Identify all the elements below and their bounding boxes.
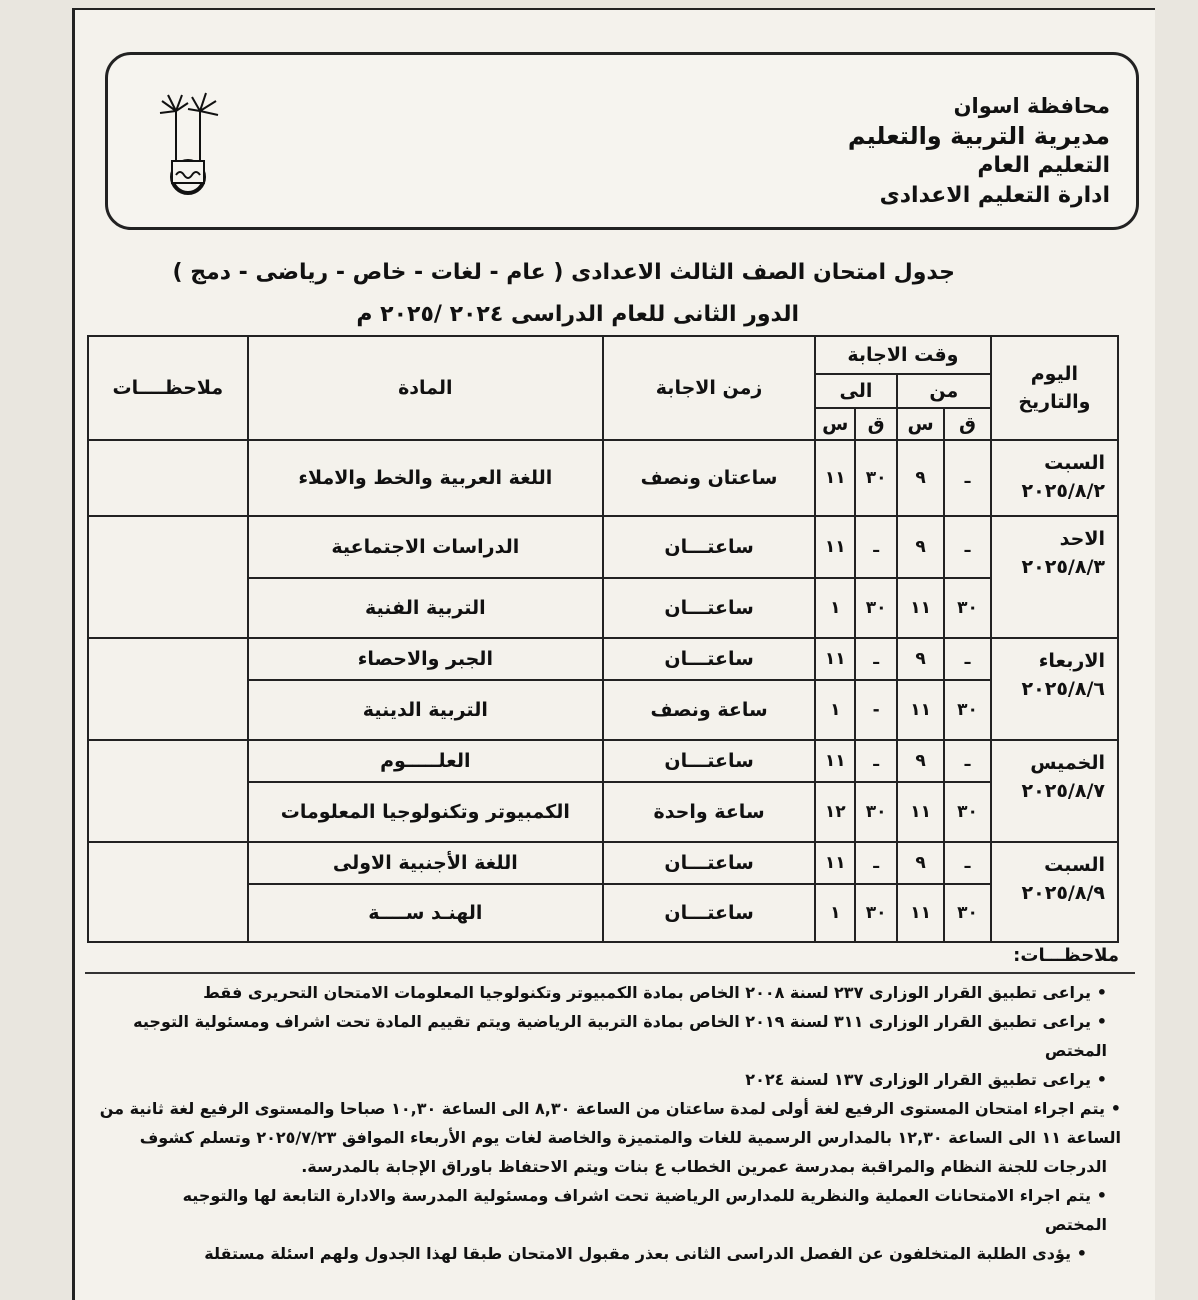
- day-cell: [991, 516, 1118, 638]
- header-subject: المادة: [248, 336, 603, 440]
- header-box: [105, 52, 1139, 230]
- from-hours: ٩: [897, 740, 944, 782]
- to-hours: ١: [815, 578, 855, 638]
- document-title: جدول امتحان الصف الثالث الاعدادى ( عام - لغات - خاص - رياضى - دمج ): [172, 260, 955, 285]
- to-minutes: ـ: [855, 638, 896, 680]
- exam-date: ٢٠٢٥/٨/٦: [1021, 678, 1105, 700]
- from-minutes: ٣٠: [944, 680, 990, 740]
- note-item: • يراعى تطبيق القرار الوزارى ٢٣٧ لسنة ٢٠٠٨ الخاص بمادة الكمبيوتر وتكنولوجيا المعلومات الامتحان التحريرى فقط: [95, 978, 1107, 1007]
- to-minutes: ٣٠: [855, 884, 896, 942]
- to-hours: ١١: [815, 740, 855, 782]
- duration: ساعتـــان: [603, 578, 815, 638]
- to-minutes: ـ: [855, 740, 896, 782]
- table-row: [88, 440, 1118, 516]
- header-notes: ملاحظــــات: [88, 336, 248, 440]
- day-name: الخميس: [1030, 752, 1105, 774]
- note-continuation: المختص: [1044, 1215, 1107, 1234]
- from-hours: ١١: [897, 578, 944, 638]
- to-hours: ١١: [815, 842, 855, 884]
- note-continuation: المختص: [1044, 1041, 1107, 1060]
- organization-block: [848, 91, 1110, 211]
- from-minutes: ـ: [944, 740, 990, 782]
- header-from-minutes: ق: [944, 408, 990, 440]
- duration: ساعة واحدة: [603, 782, 815, 842]
- notes-cell: [88, 440, 248, 516]
- department-name: التعليم العام: [977, 153, 1110, 178]
- exam-date: ٢٠٢٥/٨/٩: [1021, 882, 1105, 904]
- to-hours: ١١: [815, 638, 855, 680]
- note-continuation: الدرجات للجنة النظام والمراقبة بمدرسة عمرين الخطاب ع بنات ويتم الاحتفاظ باوراق الإجابة بالمدرسة.: [301, 1157, 1107, 1176]
- duration: ساعتـــان: [603, 516, 815, 578]
- exam-date: ٢٠٢٥/٨/٣: [1021, 556, 1105, 578]
- subject: التربية الدينية: [248, 680, 603, 740]
- header-from: من: [897, 374, 991, 408]
- to-hours: ١: [815, 680, 855, 740]
- header-to-hours: س: [815, 408, 855, 440]
- notes-cell: [88, 842, 248, 942]
- note-item: • يتم اجراء امتحان المستوى الرفيع لغة أولى لمدة ساعتان من الساعة ٨,٣٠ الى الساعة ١٠,٣٠ صباحا والمستوى الرفيع لغة ثانية من: [95, 1094, 1121, 1123]
- duration: ساعتـــان: [603, 884, 815, 942]
- header-day-date: اليوم والتاريخ: [991, 336, 1118, 440]
- to-minutes: -: [855, 680, 896, 740]
- from-minutes: ـ: [944, 440, 990, 516]
- day-name: الاربعاء: [1038, 650, 1105, 672]
- from-minutes: ٣٠: [944, 782, 990, 842]
- from-hours: ١١: [897, 680, 944, 740]
- subject: العلـــــوم: [248, 740, 603, 782]
- directorate-name: مديرية التربية والتعليم: [847, 122, 1110, 150]
- table-row: [88, 842, 1118, 884]
- from-hours: ١١: [897, 782, 944, 842]
- document-subtitle: الدور الثانى للعام الدراسى ٢٠٢٤ /٢٠٢٥ م: [356, 302, 799, 327]
- governorate-name: محافظة اسوان: [953, 94, 1110, 118]
- subject: الجبر والاحصاء: [248, 638, 603, 680]
- day-cell: [991, 740, 1118, 842]
- day-name: السبت: [1044, 854, 1105, 876]
- day-cell: [991, 440, 1118, 516]
- header-duration: زمن الاجابة: [603, 336, 815, 440]
- note-item: • يؤدى الطلبة المتخلفون عن الفصل الدراسى الثانى بعذر مقبول الامتحان طبقا لهذا الجدول ولهم اسئلة مستقلة: [95, 1239, 1087, 1268]
- to-minutes: ـ: [855, 842, 896, 884]
- from-hours: ٩: [897, 516, 944, 578]
- to-minutes: ٣٠: [855, 782, 896, 842]
- from-minutes: ٣٠: [944, 578, 990, 638]
- subject: اللغة العربية والخط والاملاء: [248, 440, 603, 516]
- header-answer-time: وقت الاجابة: [815, 336, 991, 374]
- to-hours: ١: [815, 884, 855, 942]
- notes-cell: [88, 638, 248, 740]
- exam-date: ٢٠٢٥/٨/٢: [1021, 480, 1105, 502]
- exam-document: [72, 8, 1155, 1300]
- notes-heading: ملاحظـــات:: [1013, 945, 1119, 966]
- note-item: • يراعى تطبيق القرار الوزارى ١٣٧ لسنة ٢٠٢٤: [95, 1065, 1107, 1094]
- from-hours: ٩: [897, 440, 944, 516]
- table-row: [88, 638, 1118, 680]
- subject: الهنـد ســــة: [248, 884, 603, 942]
- to-minutes: ٣٠: [855, 578, 896, 638]
- from-minutes: ـ: [944, 842, 990, 884]
- to-hours: ١١: [815, 440, 855, 516]
- duration: ساعتـــان: [603, 740, 815, 782]
- from-hours: ٩: [897, 842, 944, 884]
- from-minutes: ـ: [944, 516, 990, 578]
- header-to: الى: [815, 374, 897, 408]
- from-minutes: ـ: [944, 638, 990, 680]
- duration: ساعة ونصف: [603, 680, 815, 740]
- notes-list: [95, 978, 1121, 1268]
- header-from-hours: س: [897, 408, 944, 440]
- to-minutes: ـ: [855, 516, 896, 578]
- day-name: السبت: [1044, 452, 1105, 474]
- subject: الكمبيوتر وتكنولوجيا المعلومات: [248, 782, 603, 842]
- duration: ساعتـــان: [603, 638, 815, 680]
- note-item: • يتم اجراء الامتحانات العملية والنظرية للمدارس الرياضية تحت اشراف ومسئولية المدرسة والادارة التابعة لها والتوجيه: [95, 1181, 1107, 1210]
- aswan-governorate-logo-icon: [148, 91, 228, 201]
- from-hours: ٩: [897, 638, 944, 680]
- subject: اللغة الأجنبية الاولى: [248, 842, 603, 884]
- administration-name: ادارة التعليم الاعدادى: [879, 183, 1110, 208]
- header-to-minutes: ق: [855, 408, 896, 440]
- to-hours: ١١: [815, 516, 855, 578]
- day-cell: [991, 638, 1118, 740]
- note-item: • يراعى تطبيق القرار الوزارى ٣١١ لسنة ٢٠١٩ الخاص بمادة التربية الرياضية ويتم تقييم المادة تحت اشراف ومسئولية التوجيه: [95, 1007, 1107, 1036]
- note-continuation: الساعة ١١ الى الساعة ١٢,٣٠ بالمدارس الرسمية للغات والمتميزة والخاصة لغات يوم الأربعاء الموافق ٢٠٢٥/٧/٢٣ وتسلم كشوف: [139, 1128, 1121, 1147]
- to-minutes: ٣٠: [855, 440, 896, 516]
- exam-date: ٢٠٢٥/٨/٧: [1021, 780, 1105, 802]
- notes-cell: [88, 516, 248, 638]
- day-name: الاحد: [1059, 528, 1105, 550]
- from-hours: ١١: [897, 884, 944, 942]
- subject: الدراسات الاجتماعية: [248, 516, 603, 578]
- exam-schedule-table: [87, 335, 1119, 943]
- table-row: [88, 740, 1118, 782]
- divider: [85, 972, 1135, 974]
- day-cell: [991, 842, 1118, 942]
- duration: ساعتـــان: [603, 842, 815, 884]
- table-row: [88, 516, 1118, 578]
- from-minutes: ٣٠: [944, 884, 990, 942]
- duration: ساعتان ونصف: [603, 440, 815, 516]
- notes-cell: [88, 740, 248, 842]
- to-hours: ١٢: [815, 782, 855, 842]
- subject: التربية الفنية: [248, 578, 603, 638]
